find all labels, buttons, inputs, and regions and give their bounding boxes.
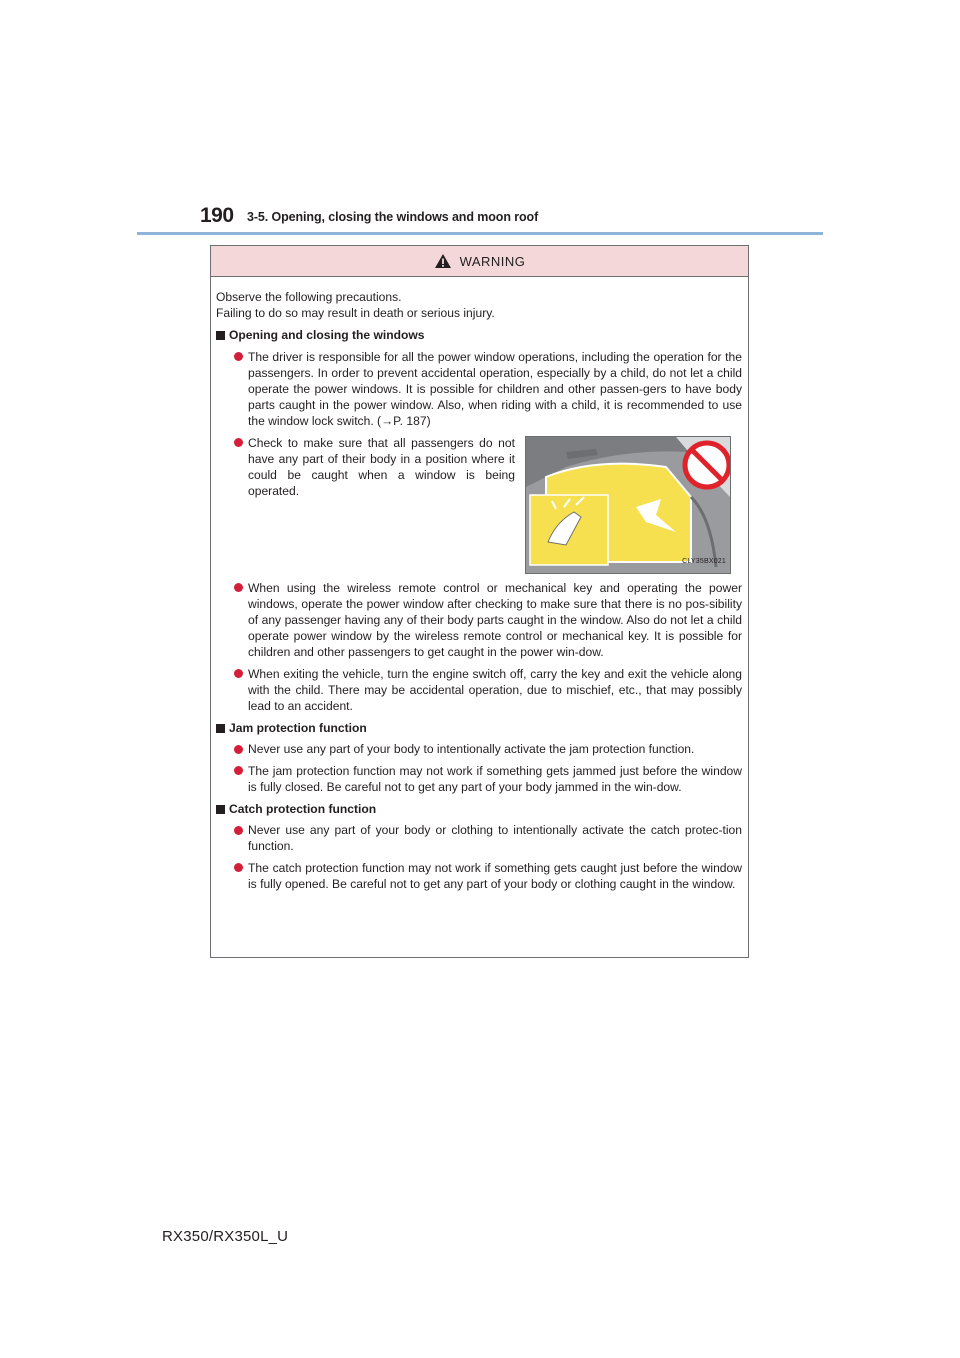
bullet-icon	[234, 766, 243, 775]
bullet-icon	[234, 352, 243, 361]
window-illustration	[525, 436, 731, 574]
section-heading	[216, 801, 742, 817]
square-bullet-icon	[216, 805, 225, 814]
heading-text: Catch protection function	[229, 802, 377, 817]
item-text: The driver is responsible for all the power window operations, including the operation for the passengers. In order to prevent accidental operation, especially by a child, do not let a child operate the power windows. It is possible for children and other passen-gers to have body parts caught in the power window. Also, when riding with a child, it is recommended to use the window lock switch. (→P. 187)	[248, 349, 742, 429]
item-text: The jam protection function may not work if something gets jammed just before the window is fully closed. Be careful not to get any part of your body jammed in the win-dow.	[248, 763, 742, 794]
header-rule	[137, 232, 823, 235]
section-title: 3-5. Opening, closing the windows and moon roof	[247, 210, 539, 224]
warning-header	[211, 246, 748, 277]
page-number: 190	[200, 204, 234, 227]
list-item	[216, 580, 742, 661]
bullet-icon	[234, 438, 243, 447]
bullet-icon	[234, 826, 243, 835]
section-heading	[216, 720, 742, 736]
warning-content	[211, 277, 748, 892]
item-text: When exiting the vehicle, turn the engine switch off, carry the key and exit the vehicle along with the child. There may be accidental operation, due to mischief, etc., that may possibly lead to an accident.	[248, 666, 742, 714]
bullet-icon	[234, 583, 243, 592]
bullet-icon	[234, 745, 243, 754]
square-bullet-icon	[216, 331, 225, 340]
heading-text: Opening and closing the windows	[229, 328, 425, 343]
heading-text: Jam protection function	[229, 721, 367, 736]
figure-code: CLY35BX021	[682, 558, 726, 566]
item-with-figure	[216, 435, 742, 574]
warning-box	[210, 245, 749, 958]
section-heading	[216, 327, 742, 343]
intro-line-1: Observe the following precautions.	[216, 290, 402, 304]
list-item	[216, 435, 515, 569]
list-item	[216, 763, 742, 795]
item-text: The catch protection function may not work if something gets caught just before the window is fully opened. Be careful not to get any part of your body or clothing caught in the window.	[248, 860, 742, 891]
car-window-pinch-illustration	[526, 437, 730, 573]
list-item	[216, 822, 742, 854]
item-text: Check to make sure that all passengers do not have any part of their body in a position where it could be caught when a window is being operated.	[248, 435, 515, 499]
list-item	[216, 741, 742, 757]
item-text: When using the wireless remote control or mechanical key and operating the power windows, operate the power window after checking to make sure that there is no pos-sibility of any passenger having any of their body parts caught in the window. Also do not let a child operate power window by the wireless remote control or mechanical key. It is possible for children and other passengers to get caught in the power win-dow.	[248, 580, 742, 660]
square-bullet-icon	[216, 724, 225, 733]
warning-intro	[216, 289, 742, 321]
footer-model: RX350/RX350L_U	[162, 1228, 289, 1245]
bullet-icon	[234, 863, 243, 872]
list-item	[216, 666, 742, 715]
warning-triangle-icon	[434, 253, 452, 269]
list-item	[216, 349, 742, 430]
warning-title: WARNING	[459, 253, 526, 269]
bullet-icon	[234, 669, 243, 678]
list-item	[216, 860, 742, 892]
item-text: Never use any part of your body or clothing to intentionally activate the catch protec-tion function.	[248, 823, 742, 854]
item-text: Never use any part of your body to intentionally activate the jam protection function.	[248, 742, 695, 757]
intro-line-2: Failing to do so may result in death or serious injury.	[216, 306, 495, 321]
